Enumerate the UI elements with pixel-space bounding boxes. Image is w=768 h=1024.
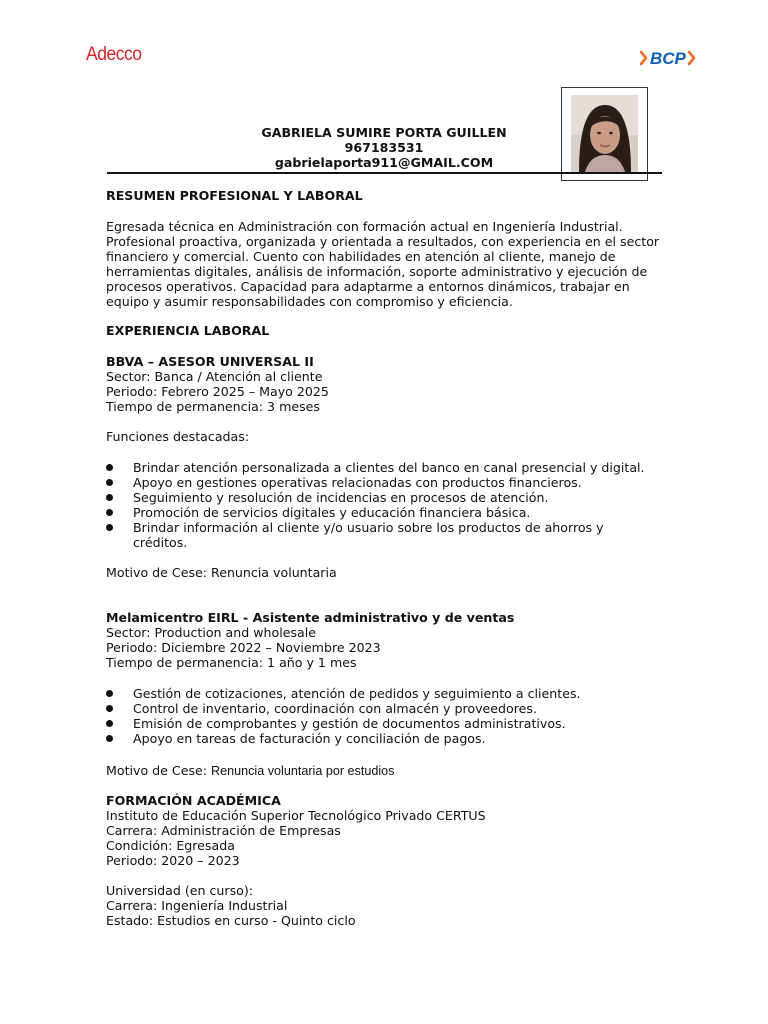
candidate-name: GABRIELA SUMIRE PORTA GUILLEN [261,125,507,140]
bcp-logo-text: BCP [650,49,686,68]
job-sector: Sector: Production and wholesale [106,625,316,640]
exit-value: Renuncia voluntaria por estudios [211,764,395,778]
education-line: Universidad (en curso): [106,883,253,898]
education-title: FORMACIÓN ACADÉMICA [106,793,281,808]
list-item: Emisión de comprobantes y gestión de documentos administrativos. [106,716,666,731]
list-item: Brindar información al cliente y/o usuario sobre los productos de ahorros y [106,520,666,535]
summary-line: financiero y comercial. Cuento con habilidades en atención al cliente, manejo de [106,249,616,264]
job-tenure: Tiempo de permanencia: 3 meses [106,399,320,414]
list-item: Apoyo en gestiones operativas relacionadas con productos financieros. [106,475,666,490]
education-line: Carrera: Ingeniería Industrial [106,898,288,913]
job-bbva-functions [106,460,666,535]
functions-label: Funciones destacadas: [106,429,250,444]
list-item: Promoción de servicios digitales y educación financiera básica. [106,505,666,520]
job-heading: Melamicentro EIRL - Asistente administrativo y de ventas [106,610,515,625]
bcp-logo [640,47,700,69]
experience-title: EXPERIENCIA LABORAL [106,323,270,338]
job-exit-reason [106,763,666,779]
summary-title: RESUMEN PROFESIONAL Y LABORAL [106,188,363,203]
candidate-phone: 967183531 [344,140,424,155]
job-bbva [106,354,666,414]
list-item: Brindar atención personalizada a clientes del banco en canal presencial y digital. [106,460,666,475]
summary-line: Egresada técnica en Administración con formación actual en Ingeniería Industrial. [106,219,623,234]
summary-line: Profesional proactiva, organizada y orientada a resultados, con experiencia en el sector [106,234,660,249]
job-exit-reason: Motivo de Cese: Renuncia voluntaria [106,565,337,580]
job-heading: BBVA – ASESOR UNIVERSAL II [106,354,314,369]
job-melamicentro-functions [106,686,666,746]
list-item: Control de inventario, coordinación con almacén y proveedores. [106,701,666,716]
education-line: Carrera: Administración de Empresas [106,823,341,838]
education-line: Instituto de Educación Superior Tecnológico Privado CERTUS [106,808,486,823]
education-university [106,883,666,928]
job-period: Periodo: Diciembre 2022 – Noviembre 2023 [106,640,381,655]
summary-paragraph [106,219,666,309]
list-item: Gestión de cotizaciones, atención de pedidos y seguimiento a clientes. [106,686,666,701]
header-divider [107,172,662,174]
contact-header [150,125,618,170]
summary-line: equipo y asumir responsabilidades con compromiso y eficiencia. [106,294,513,309]
job-period: Periodo: Febrero 2025 – Mayo 2025 [106,384,329,399]
candidate-email: gabrielaporta911@GMAIL.COM [274,155,494,170]
job-tenure: Tiempo de permanencia: 1 año y 1 mes [106,655,357,670]
education-line: Periodo: 2020 – 2023 [106,853,240,868]
summary-line: procesos operativos. Capacidad para adaptarme a entornos dinámicos, trabajar en [106,279,630,294]
list-item-continuation: créditos. [133,535,188,550]
adecco-logo: Adecco [86,44,142,65]
job-melamicentro [106,610,666,670]
list-item: Seguimiento y resolución de incidencias en procesos de atención. [106,490,666,505]
exit-label: Motivo de Cese: [106,763,212,778]
job-sector: Sector: Banca / Atención al cliente [106,369,323,384]
summary-line: herramientas digitales, análisis de información, soporte administrativo y ejecución de [106,264,648,279]
education-institute [106,808,666,868]
education-line: Condición: Egresada [106,838,235,853]
list-item: Apoyo en tareas de facturación y conciliación de pagos. [106,731,666,746]
education-line: Estado: Estudios en curso - Quinto ciclo [106,913,356,928]
